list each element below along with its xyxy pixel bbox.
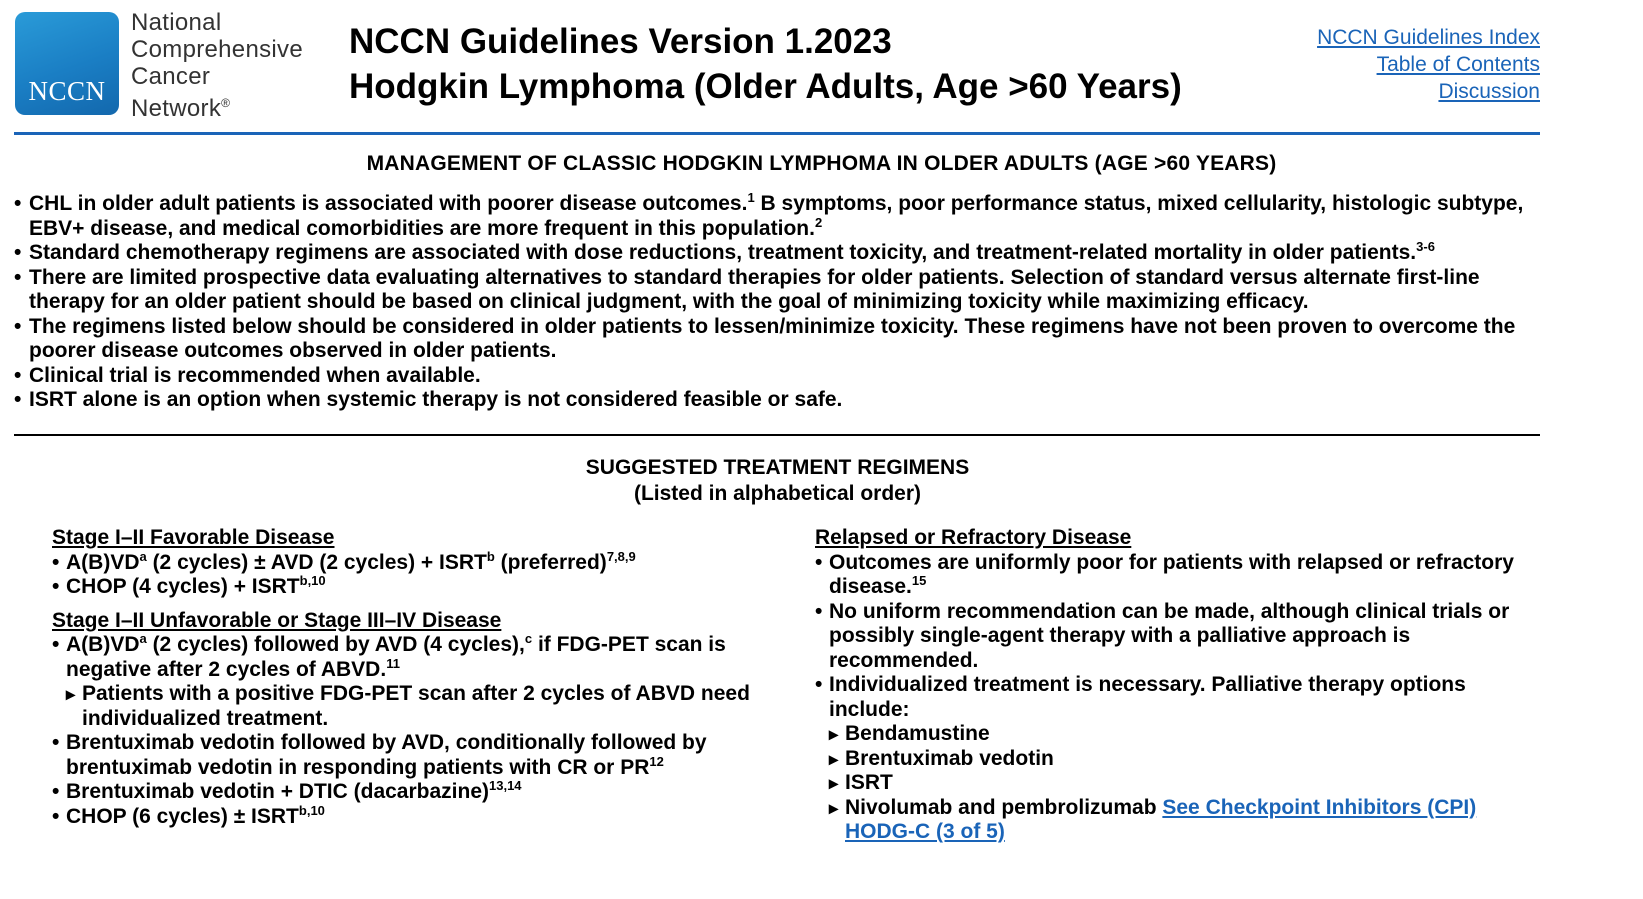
footnote-ref: 11 [386, 655, 400, 671]
guidelines-index-link[interactable]: NCCN Guidelines Index [1317, 26, 1540, 49]
regimen-item: • Brentuximab vedotin followed by AVD, conditionally followed by brentuximab vedotin in responding patients with CR or PR$^{12}$ [52, 731, 772, 780]
registered-mark: ® [221, 96, 231, 110]
sub-bullet-item: ▸ Patients with a positive FDG-PET scan after 2 cycles of ABVD need individualized treatment. [52, 682, 772, 731]
footnote-ref: b,10 [298, 802, 325, 818]
section-divider [14, 434, 1540, 436]
footnote-ref: a [139, 548, 147, 564]
bullet-item: • ISRT alone is an option when systemic therapy is not considered feasible or safe. [14, 388, 1554, 413]
section-heading: MANAGEMENT OF CLASSIC HODGKIN LYMPHOMA IN OLDER ADULTS (AGE >60 YEARS) [366, 152, 1277, 175]
palliative-option: ▸ Nivolumab and pembrolizumab See Checkpoint Inhibitors (CPI) HODG-C (3 of 5) [815, 796, 1535, 845]
management-bullets [14, 192, 1554, 413]
bullet-item: • Standard chemotherapy regimens are associated with dose reductions, treatment toxicity, and treatment-related mortality in older patients.$^{3-6}$ [14, 241, 1554, 266]
footnote-ref: 7,8,9 [606, 548, 636, 564]
footnote-ref: 3-6 [1416, 239, 1435, 254]
left-regimens-column [52, 526, 772, 829]
header-divider [14, 132, 1540, 135]
palliative-option: ▸ Bendamustine [815, 722, 1535, 747]
logo-wordmark [131, 9, 303, 122]
favorable-disease-heading: Stage I–II Favorable Disease [52, 526, 335, 549]
regimen-item: • CHOP (4 cycles) + ISRT$^{b,10}$ [52, 575, 772, 600]
palliative-option: ▸ Brentuximab vedotin [815, 747, 1535, 772]
relapsed-item: • Individualized treatment is necessary. Palliative therapy options include: [815, 673, 1535, 722]
footnote-ref: 15 [911, 573, 927, 588]
regimen-item: • CHOP (6 cycles) ± ISRT$^{b,10}$ [52, 805, 772, 830]
relapsed-list [815, 551, 1535, 845]
bullet-item: • Clinical trial is recommended when available. [14, 364, 1554, 389]
regimens-title: SUGGESTED TREATMENT REGIMENS [585, 456, 970, 479]
palliative-option: ▸ ISRT [815, 771, 1535, 796]
title-topic: Hodgkin Lymphoma (Older Adults, Age >60 Years) [349, 67, 1182, 106]
bullet-item: • There are limited prospective data evaluating alternatives to standard therapies for older patients. Selection of standard versus alternate first-line therapy for an older patient should be based on clinical judgment, with the goal of minimizing toxicity while maximizing efficacy. [14, 266, 1554, 315]
unfavorable-regimens-list [52, 633, 772, 829]
relapsed-item: • Outcomes are uniformly poor for patients with relapsed or refractory disease.$^{15}$ [815, 551, 1535, 600]
page-header [0, 0, 1643, 140]
right-regimens-column [815, 526, 1535, 845]
logo-line [131, 90, 303, 122]
footnote-ref: b [486, 548, 495, 564]
logo-line-text: Network [131, 95, 222, 122]
footnote-ref: a [139, 631, 147, 646]
logo-line: Comprehensive [131, 36, 303, 63]
bullet-item: • The regimens listed below should be considered in older patients to lessen/minimize toxicity. These regimens have not been proven to overcome the poorer disease outcomes observed in older patients. [14, 315, 1554, 364]
table-of-contents-link[interactable]: Table of Contents [1376, 53, 1540, 76]
favorable-regimens-list [52, 548, 772, 600]
nccn-logo-mark [15, 12, 119, 115]
regimens-subtitle: (Listed in alphabetical order) [633, 482, 922, 505]
title-version: NCCN Guidelines Version 1.2023 [349, 22, 892, 61]
logo-mark-text: NCCN [28, 76, 106, 106]
footnote-ref: c [524, 631, 533, 646]
logo-line: National [131, 9, 222, 36]
relapsed-item: • No uniform recommendation can be made, although clinical trials or possibly single-agent therapy with a palliative approach is recommended. [815, 600, 1535, 674]
footnote-ref: b,10 [299, 573, 326, 588]
checkpoint-inhibitors-link[interactable]: See Checkpoint Inhibitors (CPI) HODG-C (3 of 5) [845, 795, 1477, 843]
footnote-ref: 2 [814, 214, 823, 230]
discussion-link[interactable]: Discussion [1438, 80, 1540, 103]
relapsed-disease-heading: Relapsed or Refractory Disease [815, 526, 1132, 549]
footnote-ref: 1 [747, 190, 755, 205]
regimen-item: • $A(B)VD^a$ (2 cycles) ± AVD (2 cycles) + $ISRT^b$ (preferred)$^{7,8,9}$ [52, 551, 772, 576]
regimens-heading [0, 455, 1555, 507]
unfavorable-disease-heading: Stage I–II Unfavorable or Stage III–IV Disease [52, 608, 502, 632]
nav-links [1317, 24, 1540, 105]
footnote-ref: 12 [649, 753, 664, 769]
bullet-item: • CHL in older adult patients is associated with poorer disease outcomes.$^1$ B symptoms, poor performance status, mixed cellularity, histologic subtype, EBV+ disease, and medical comorbidities are more frequent in this population.$^2$ [14, 192, 1554, 241]
page-title [349, 19, 1182, 109]
regimen-item: • $A(B)VD^a$ (2 cycles) followed by AVD (4 cycles),$^c$ if FDG-PET scan is negative after 2 cycles of ABVD.$^{11}$ [52, 633, 772, 682]
logo-line: Cancer [131, 63, 211, 90]
regimen-item: • Brentuximab vedotin + DTIC (dacarbazine)$^{13,14}$ [52, 780, 772, 805]
footnote-ref: 13,14 [489, 778, 522, 793]
